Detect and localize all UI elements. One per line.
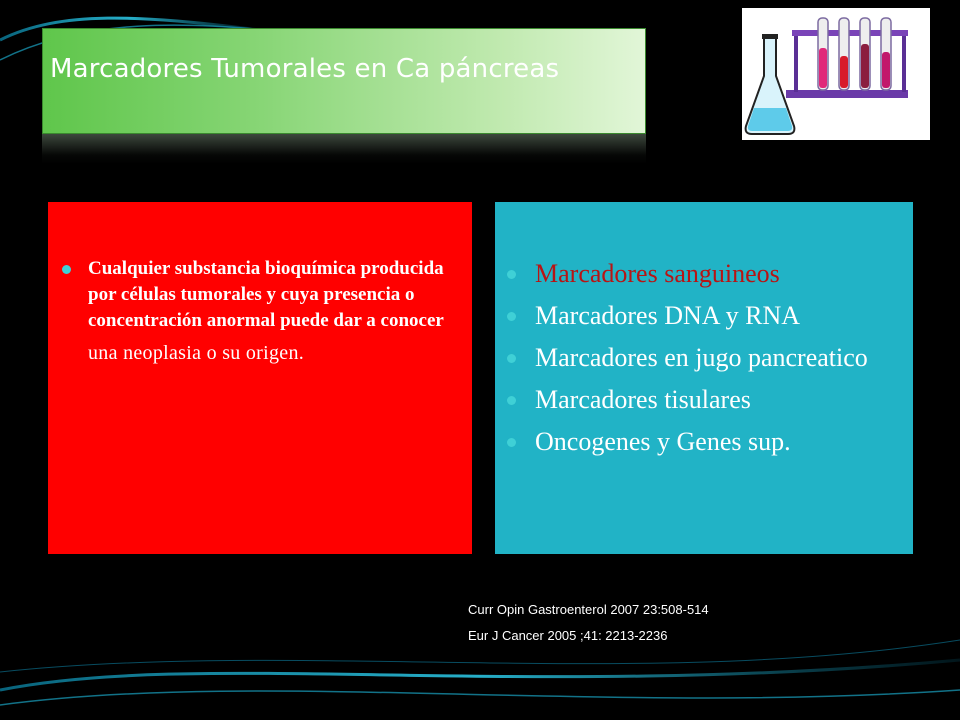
slide-title: Marcadores Tumorales en Ca páncreas xyxy=(50,54,560,84)
definition-end: una neoplasia o su origen. xyxy=(88,342,305,364)
definition-box xyxy=(48,202,472,554)
markers-list xyxy=(505,258,905,468)
list-item xyxy=(505,384,905,416)
bullet-icon xyxy=(507,354,516,363)
marker-label: Marcadores DNA y RNA xyxy=(535,301,801,330)
marker-label: Oncogenes y Genes sup. xyxy=(535,427,791,456)
bullet-icon xyxy=(507,312,516,321)
list-item xyxy=(505,300,905,332)
bullet-icon xyxy=(507,396,516,405)
reference-1: Curr Opin Gastroenterol 2007 23:508-514 xyxy=(468,602,709,617)
marker-label: Marcadores sanguineos xyxy=(535,259,780,288)
bullet-icon xyxy=(62,265,71,274)
marker-label: Marcadores tisulares xyxy=(535,385,751,414)
list-item xyxy=(505,258,905,290)
lab-glassware-icon xyxy=(742,8,930,140)
title-reflection xyxy=(42,134,646,164)
bullet-icon xyxy=(507,438,516,447)
list-item xyxy=(505,426,905,458)
list-item xyxy=(505,342,905,374)
reference-2: Eur J Cancer 2005 ;41: 2213-2236 xyxy=(468,628,668,643)
definition-text xyxy=(88,256,468,366)
definition-main: Cualquier substancia bioquímica producida por células tumorales y cuya presencia o concentración anormal puede dar a conocer xyxy=(88,258,444,331)
marker-label: Marcadores en jugo pancreatico xyxy=(535,343,868,372)
bullet-icon xyxy=(507,270,516,279)
